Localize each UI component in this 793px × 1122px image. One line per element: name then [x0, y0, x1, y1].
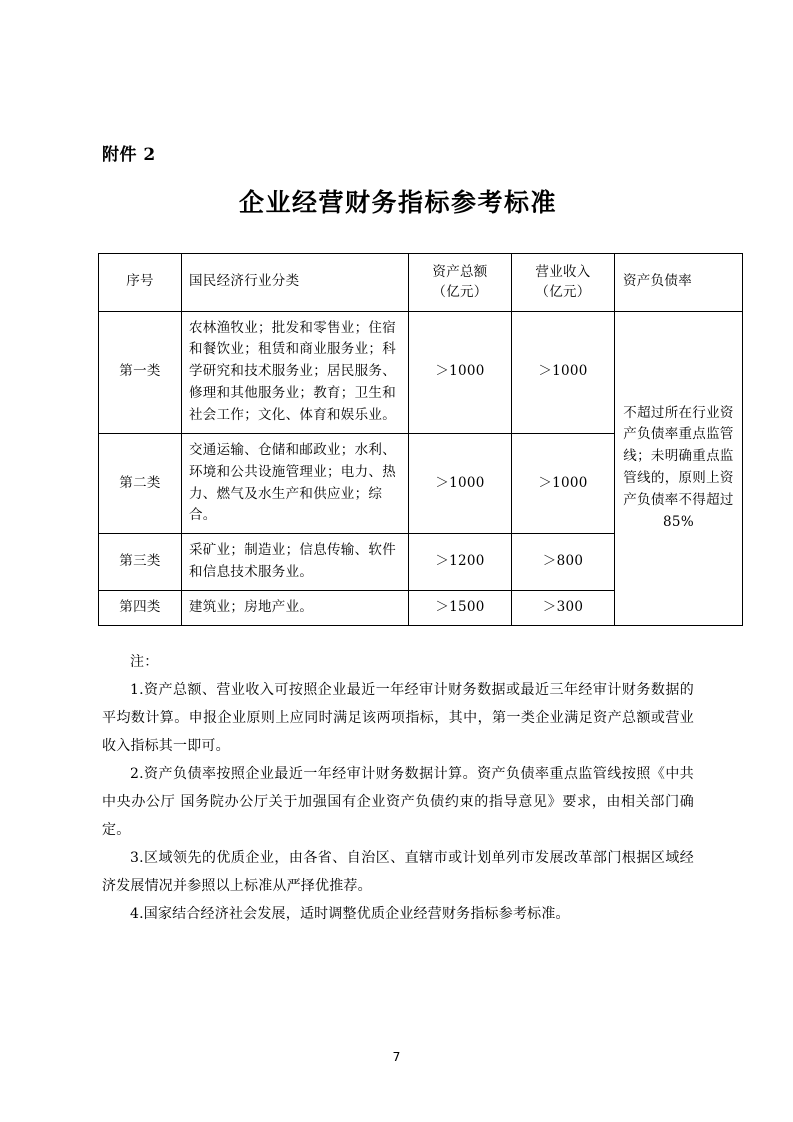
header-revenue: [512, 254, 615, 312]
row-seq: 第一类: [99, 311, 182, 433]
row-revenue: ＞1000: [512, 433, 615, 533]
row-assets: ＞1000: [409, 433, 512, 533]
table-row: [99, 311, 743, 433]
notes-section: [102, 648, 694, 928]
note-item: 3.区域领先的优质企业，由各省、自治区、直辖市或计划单列市发展改革部门根据区域经济发展情况并参照以上标准从严择优推荐。: [102, 849, 694, 894]
page-number: 7: [392, 1049, 401, 1064]
header-assets-line1: 资产总额: [432, 264, 488, 280]
header-assets-line2: （亿元）: [432, 284, 488, 301]
header-revenue-line2: （亿元）: [535, 284, 591, 301]
row-revenue: ＞800: [512, 534, 615, 591]
attachment-label: 附件 2: [102, 145, 156, 165]
header-assets: [409, 254, 512, 312]
note-item: 2.资产负债率按照企业最近一年经审计财务数据计算。资产负债率重点监管线按照《中共中央办公厅 国务院办公厅关于加强国有企业资产负债约束的指导意见》要求，由相关部门确定。: [102, 765, 694, 838]
table-header-row: [99, 254, 743, 312]
row-industry: 建筑业；房地产业。: [182, 590, 409, 625]
row-debt-ratio-note: 不超过所在行业资产负债率重点监管线；未明确重点监管线的，原则上资产负债率不得超过 85%: [615, 311, 743, 625]
financial-indicator-table: [98, 253, 743, 626]
header-debt-ratio: 资产负债率: [615, 254, 743, 312]
note-item: 1.资产总额、营业收入可按照企业最近一年经审计财务数据或最近三年经审计财务数据的平均数计算。申报企业原则上应同时满足该两项指标，其中，第一类企业满足资产总额或营业收入指标其一即可。: [102, 681, 694, 754]
header-seq: 序号: [99, 254, 182, 312]
row-revenue: ＞1000: [512, 311, 615, 433]
header-revenue-line1: 营业收入: [535, 264, 591, 280]
row-industry: 采矿业；制造业；信息传输、软件和信息技术服务业。: [182, 534, 409, 591]
row-assets: ＞1000: [409, 311, 512, 433]
note-item: 4.国家结合经济社会发展，适时调整优质企业经营财务指标参考标准。: [130, 905, 570, 922]
row-industry: 交通运输、仓储和邮政业；水利、环境和公共设施管理业；电力、热力、燃气及水生产和供应业；综合。: [182, 433, 409, 533]
row-assets: ＞1200: [409, 534, 512, 591]
row-revenue: ＞300: [512, 590, 615, 625]
row-seq: 第四类: [99, 590, 182, 625]
page-title: 企业经营财务指标参考标准: [238, 188, 557, 217]
row-seq: 第二类: [99, 433, 182, 533]
notes-label: 注：: [130, 653, 159, 670]
row-seq: 第三类: [99, 534, 182, 591]
row-industry: 农林渔牧业；批发和零售业；住宿和餐饮业；租赁和商业服务业；科学研究和技术服务业；居民服务、修理和其他服务业；教育；卫生和社会工作；文化、体育和娱乐业。: [182, 311, 409, 433]
header-industry: 国民经济行业分类: [182, 254, 409, 312]
row-assets: ＞1500: [409, 590, 512, 625]
